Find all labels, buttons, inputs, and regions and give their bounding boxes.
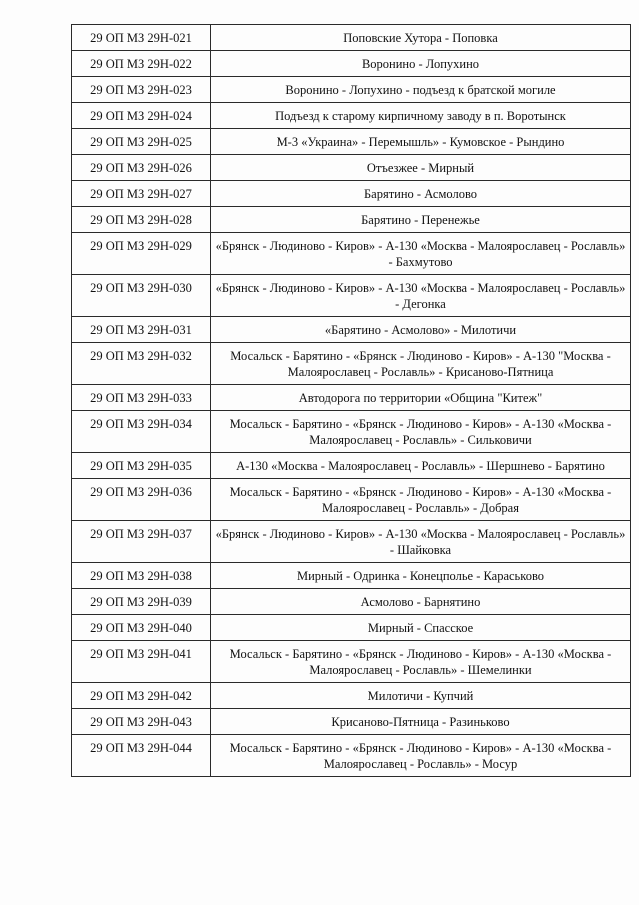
table-row [72, 411, 631, 453]
road-name-cell: Милотичи - Купчий [211, 683, 631, 709]
table-row [72, 25, 631, 51]
road-code-cell: 29 ОП МЗ 29Н-038 [72, 563, 211, 589]
road-code-cell: 29 ОП МЗ 29Н-041 [72, 641, 211, 683]
table-row [72, 275, 631, 317]
road-name-cell: Мосальск - Барятино - «Брянск - Людиново - Киров» - А-130 «Москва - Малоярославец - Рославль» - Добрая [211, 479, 631, 521]
road-name-cell: Отъезжее - Мирный [211, 155, 631, 181]
table-row [72, 181, 631, 207]
road-name-cell: «Брянск - Людиново - Киров» - А-130 «Москва - Малоярославец - Рославль» - Дегонка [211, 275, 631, 317]
table-row [72, 735, 631, 777]
road-name-cell: Автодорога по территории «Община "Китеж" [211, 385, 631, 411]
table-row [72, 683, 631, 709]
table-row [72, 479, 631, 521]
road-name-cell: Барятино - Асмолово [211, 181, 631, 207]
road-name-cell: Крисаново-Пятница - Разиньково [211, 709, 631, 735]
road-name-cell: Мосальск - Барятино - «Брянск - Людиново - Киров» - А-130 «Москва - Малоярославец - Рославль» - Шемелинки [211, 641, 631, 683]
table-row [72, 385, 631, 411]
table-row [72, 589, 631, 615]
road-code-cell: 29 ОП МЗ 29Н-042 [72, 683, 211, 709]
table-row [72, 709, 631, 735]
road-code-cell: 29 ОП МЗ 29Н-033 [72, 385, 211, 411]
road-code-cell: 29 ОП МЗ 29Н-044 [72, 735, 211, 777]
road-code-cell: 29 ОП МЗ 29Н-036 [72, 479, 211, 521]
road-code-cell: 29 ОП МЗ 29Н-035 [72, 453, 211, 479]
table-row [72, 641, 631, 683]
table-row [72, 51, 631, 77]
road-code-cell: 29 ОП МЗ 29Н-037 [72, 521, 211, 563]
road-code-cell: 29 ОП МЗ 29Н-026 [72, 155, 211, 181]
table-row [72, 155, 631, 181]
table-row [72, 317, 631, 343]
road-code-cell: 29 ОП МЗ 29Н-028 [72, 207, 211, 233]
road-name-cell: Воронино - Лопухино - подъезд к братской могиле [211, 77, 631, 103]
road-name-cell: Мосальск - Барятино - «Брянск - Людиново - Киров» - А-130 «Москва - Малоярославец - Рославль» - Сильковичи [211, 411, 631, 453]
road-code-cell: 29 ОП МЗ 29Н-024 [72, 103, 211, 129]
table-row [72, 343, 631, 385]
road-code-cell: 29 ОП МЗ 29Н-029 [72, 233, 211, 275]
road-name-cell: Поповские Хутора - Поповка [211, 25, 631, 51]
road-name-cell: Мосальск - Барятино - «Брянск - Людиново - Киров» - А-130 «Москва - Малоярославец - Рославль» - Мосур [211, 735, 631, 777]
roads-table-body [72, 25, 631, 777]
road-name-cell: «Барятино - Асмолово» - Милотичи [211, 317, 631, 343]
road-code-cell: 29 ОП МЗ 29Н-043 [72, 709, 211, 735]
table-row [72, 563, 631, 589]
road-code-cell: 29 ОП МЗ 29Н-039 [72, 589, 211, 615]
road-code-cell: 29 ОП МЗ 29Н-022 [72, 51, 211, 77]
road-name-cell: М-3 «Украина» - Перемышль» - Кумовское - Рындино [211, 129, 631, 155]
table-row [72, 453, 631, 479]
road-name-cell: Мирный - Одринка - Конецполье - Караськово [211, 563, 631, 589]
road-code-cell: 29 ОП МЗ 29Н-040 [72, 615, 211, 641]
road-name-cell: Барятино - Перенежье [211, 207, 631, 233]
road-code-cell: 29 ОП МЗ 29Н-031 [72, 317, 211, 343]
road-code-cell: 29 ОП МЗ 29Н-025 [72, 129, 211, 155]
road-code-cell: 29 ОП МЗ 29Н-023 [72, 77, 211, 103]
table-row [72, 233, 631, 275]
road-name-cell: Воронино - Лопухино [211, 51, 631, 77]
road-code-cell: 29 ОП МЗ 29Н-034 [72, 411, 211, 453]
road-code-cell: 29 ОП МЗ 29Н-021 [72, 25, 211, 51]
road-name-cell: «Брянск - Людиново - Киров» - А-130 «Москва - Малоярославец - Рославль» - Бахмутово [211, 233, 631, 275]
road-name-cell: А-130 «Москва - Малоярославец - Рославль» - Шершнево - Барятино [211, 453, 631, 479]
road-name-cell: Мосальск - Барятино - «Брянск - Людиново - Киров» - А-130 "Москва - Малоярославец - Рославль» - Крисаново-Пятница [211, 343, 631, 385]
road-name-cell: Асмолово - Барнятино [211, 589, 631, 615]
road-code-cell: 29 ОП МЗ 29Н-030 [72, 275, 211, 317]
table-row [72, 207, 631, 233]
road-code-cell: 29 ОП МЗ 29Н-027 [72, 181, 211, 207]
table-row [72, 521, 631, 563]
road-name-cell: Подъезд к старому кирпичному заводу в п. Воротынск [211, 103, 631, 129]
road-code-cell: 29 ОП МЗ 29Н-032 [72, 343, 211, 385]
table-row [72, 615, 631, 641]
roads-table [71, 24, 631, 777]
road-name-cell: Мирный - Спасское [211, 615, 631, 641]
table-row [72, 77, 631, 103]
table-row [72, 129, 631, 155]
table-row [72, 103, 631, 129]
road-name-cell: «Брянск - Людиново - Киров» - А-130 «Москва - Малоярославец - Рославль» - Шайковка [211, 521, 631, 563]
